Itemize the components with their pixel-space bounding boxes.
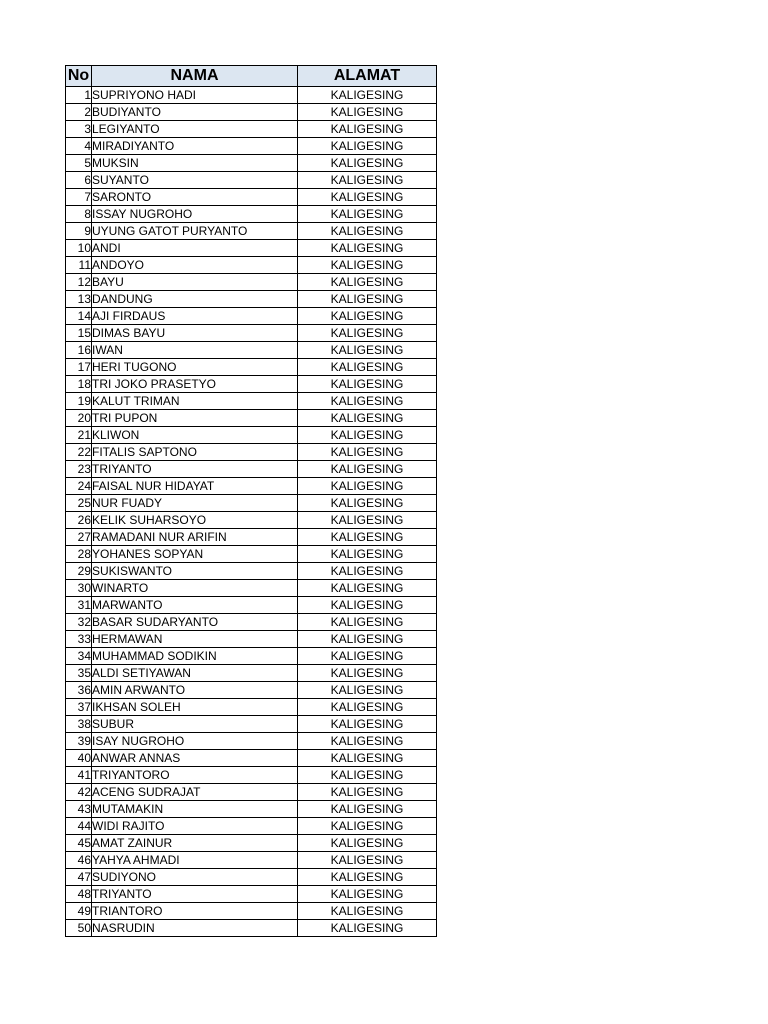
cell-alamat: KALIGESING bbox=[298, 274, 437, 291]
cell-alamat: KALIGESING bbox=[298, 716, 437, 733]
cell-nama: IKHSAN SOLEH bbox=[92, 699, 298, 716]
header-row bbox=[66, 66, 437, 87]
cell-nama: ISSAY NUGROHO bbox=[92, 206, 298, 223]
cell-no: 16 bbox=[66, 342, 92, 359]
cell-alamat: KALIGESING bbox=[298, 801, 437, 818]
cell-alamat: KALIGESING bbox=[298, 750, 437, 767]
table-row bbox=[66, 410, 437, 427]
cell-alamat: KALIGESING bbox=[298, 223, 437, 240]
cell-nama: AMAT ZAINUR bbox=[92, 835, 298, 852]
cell-no: 29 bbox=[66, 563, 92, 580]
cell-nama: ALDI SETIYAWAN bbox=[92, 665, 298, 682]
table-row bbox=[66, 257, 437, 274]
cell-no: 27 bbox=[66, 529, 92, 546]
cell-nama: WIDI RAJITO bbox=[92, 818, 298, 835]
cell-nama: WINARTO bbox=[92, 580, 298, 597]
cell-alamat: KALIGESING bbox=[298, 869, 437, 886]
table-row bbox=[66, 665, 437, 682]
cell-nama: SUPRIYONO HADI bbox=[92, 87, 298, 104]
table-row bbox=[66, 376, 437, 393]
cell-no: 31 bbox=[66, 597, 92, 614]
table-row bbox=[66, 121, 437, 138]
cell-no: 28 bbox=[66, 546, 92, 563]
cell-nama: KALUT TRIMAN bbox=[92, 393, 298, 410]
cell-no: 4 bbox=[66, 138, 92, 155]
cell-alamat: KALIGESING bbox=[298, 257, 437, 274]
cell-nama: ANWAR ANNAS bbox=[92, 750, 298, 767]
cell-no: 26 bbox=[66, 512, 92, 529]
cell-nama: SUYANTO bbox=[92, 172, 298, 189]
cell-alamat: KALIGESING bbox=[298, 291, 437, 308]
cell-nama: AMIN ARWANTO bbox=[92, 682, 298, 699]
table-row bbox=[66, 886, 437, 903]
cell-no: 46 bbox=[66, 852, 92, 869]
cell-nama: TRI PUPON bbox=[92, 410, 298, 427]
cell-alamat: KALIGESING bbox=[298, 172, 437, 189]
table-row bbox=[66, 274, 437, 291]
cell-nama: KELIK SUHARSOYO bbox=[92, 512, 298, 529]
table-row bbox=[66, 359, 437, 376]
cell-alamat: KALIGESING bbox=[298, 665, 437, 682]
cell-no: 6 bbox=[66, 172, 92, 189]
cell-nama: FITALIS SAPTONO bbox=[92, 444, 298, 461]
cell-no: 14 bbox=[66, 308, 92, 325]
cell-nama: SUDIYONO bbox=[92, 869, 298, 886]
cell-alamat: KALIGESING bbox=[298, 308, 437, 325]
cell-alamat: KALIGESING bbox=[298, 563, 437, 580]
cell-no: 21 bbox=[66, 427, 92, 444]
header-alamat: ALAMAT bbox=[298, 66, 437, 87]
cell-alamat: KALIGESING bbox=[298, 155, 437, 172]
cell-no: 1 bbox=[66, 87, 92, 104]
cell-no: 49 bbox=[66, 903, 92, 920]
table-row bbox=[66, 699, 437, 716]
table-row bbox=[66, 172, 437, 189]
cell-no: 30 bbox=[66, 580, 92, 597]
cell-nama: DANDUNG bbox=[92, 291, 298, 308]
cell-nama: ACENG SUDRAJAT bbox=[92, 784, 298, 801]
table-row bbox=[66, 291, 437, 308]
cell-no: 8 bbox=[66, 206, 92, 223]
cell-nama: YAHYA AHMADI bbox=[92, 852, 298, 869]
cell-alamat: KALIGESING bbox=[298, 631, 437, 648]
cell-no: 38 bbox=[66, 716, 92, 733]
cell-no: 11 bbox=[66, 257, 92, 274]
cell-nama: MUKSIN bbox=[92, 155, 298, 172]
cell-no: 3 bbox=[66, 121, 92, 138]
table-row bbox=[66, 308, 437, 325]
cell-no: 39 bbox=[66, 733, 92, 750]
table-row bbox=[66, 325, 437, 342]
cell-alamat: KALIGESING bbox=[298, 648, 437, 665]
cell-no: 45 bbox=[66, 835, 92, 852]
cell-nama: NASRUDIN bbox=[92, 920, 298, 937]
cell-alamat: KALIGESING bbox=[298, 529, 437, 546]
table-row bbox=[66, 767, 437, 784]
cell-nama: LEGIYANTO bbox=[92, 121, 298, 138]
table-row bbox=[66, 750, 437, 767]
cell-no: 18 bbox=[66, 376, 92, 393]
cell-alamat: KALIGESING bbox=[298, 835, 437, 852]
table-row bbox=[66, 614, 437, 631]
table-row bbox=[66, 461, 437, 478]
cell-no: 7 bbox=[66, 189, 92, 206]
cell-no: 32 bbox=[66, 614, 92, 631]
cell-nama: SARONTO bbox=[92, 189, 298, 206]
cell-alamat: KALIGESING bbox=[298, 444, 437, 461]
cell-alamat: KALIGESING bbox=[298, 461, 437, 478]
cell-alamat: KALIGESING bbox=[298, 87, 437, 104]
cell-nama: TRIYANTORO bbox=[92, 767, 298, 784]
table-row bbox=[66, 155, 437, 172]
cell-no: 40 bbox=[66, 750, 92, 767]
cell-nama: ANDI bbox=[92, 240, 298, 257]
cell-alamat: KALIGESING bbox=[298, 342, 437, 359]
cell-alamat: KALIGESING bbox=[298, 478, 437, 495]
header-nama: NAMA bbox=[92, 66, 298, 87]
cell-alamat: KALIGESING bbox=[298, 240, 437, 257]
cell-no: 42 bbox=[66, 784, 92, 801]
cell-alamat: KALIGESING bbox=[298, 104, 437, 121]
cell-no: 25 bbox=[66, 495, 92, 512]
cell-alamat: KALIGESING bbox=[298, 427, 437, 444]
cell-no: 19 bbox=[66, 393, 92, 410]
table-row bbox=[66, 393, 437, 410]
table-row bbox=[66, 648, 437, 665]
cell-alamat: KALIGESING bbox=[298, 852, 437, 869]
table-row bbox=[66, 444, 437, 461]
table-row bbox=[66, 478, 437, 495]
cell-no: 10 bbox=[66, 240, 92, 257]
cell-nama: HERI TUGONO bbox=[92, 359, 298, 376]
cell-nama: MARWANTO bbox=[92, 597, 298, 614]
cell-nama: YOHANES SOPYAN bbox=[92, 546, 298, 563]
cell-alamat: KALIGESING bbox=[298, 818, 437, 835]
table-row bbox=[66, 138, 437, 155]
cell-no: 9 bbox=[66, 223, 92, 240]
cell-alamat: KALIGESING bbox=[298, 767, 437, 784]
table-row bbox=[66, 801, 437, 818]
cell-nama: AJI FIRDAUS bbox=[92, 308, 298, 325]
cell-nama: MUTAMAKIN bbox=[92, 801, 298, 818]
table-row bbox=[66, 104, 437, 121]
cell-nama: DIMAS BAYU bbox=[92, 325, 298, 342]
table-row bbox=[66, 240, 437, 257]
cell-nama: BAYU bbox=[92, 274, 298, 291]
cell-alamat: KALIGESING bbox=[298, 206, 437, 223]
cell-no: 17 bbox=[66, 359, 92, 376]
table-row bbox=[66, 835, 437, 852]
cell-alamat: KALIGESING bbox=[298, 597, 437, 614]
cell-no: 48 bbox=[66, 886, 92, 903]
cell-nama: TRIYANTO bbox=[92, 886, 298, 903]
cell-alamat: KALIGESING bbox=[298, 784, 437, 801]
cell-nama: RAMADANI NUR ARIFIN bbox=[92, 529, 298, 546]
cell-nama: NUR FUADY bbox=[92, 495, 298, 512]
cell-alamat: KALIGESING bbox=[298, 614, 437, 631]
table-row bbox=[66, 563, 437, 580]
cell-alamat: KALIGESING bbox=[298, 546, 437, 563]
table-body bbox=[66, 87, 437, 937]
cell-nama: HERMAWAN bbox=[92, 631, 298, 648]
cell-nama: IWAN bbox=[92, 342, 298, 359]
table-row bbox=[66, 206, 437, 223]
cell-nama: BUDIYANTO bbox=[92, 104, 298, 121]
cell-no: 37 bbox=[66, 699, 92, 716]
cell-alamat: KALIGESING bbox=[298, 886, 437, 903]
table-row bbox=[66, 223, 437, 240]
cell-no: 50 bbox=[66, 920, 92, 937]
cell-nama: FAISAL NUR HIDAYAT bbox=[92, 478, 298, 495]
table-row bbox=[66, 495, 437, 512]
table-row bbox=[66, 818, 437, 835]
cell-alamat: KALIGESING bbox=[298, 376, 437, 393]
cell-alamat: KALIGESING bbox=[298, 699, 437, 716]
cell-alamat: KALIGESING bbox=[298, 733, 437, 750]
table-row bbox=[66, 529, 437, 546]
header-no: No bbox=[66, 66, 92, 87]
cell-nama: ISAY NUGROHO bbox=[92, 733, 298, 750]
cell-alamat: KALIGESING bbox=[298, 359, 437, 376]
table-header bbox=[66, 66, 437, 87]
table-row bbox=[66, 546, 437, 563]
cell-nama: KLIWON bbox=[92, 427, 298, 444]
cell-no: 20 bbox=[66, 410, 92, 427]
roster-table bbox=[65, 65, 437, 937]
cell-alamat: KALIGESING bbox=[298, 121, 437, 138]
cell-nama: ANDOYO bbox=[92, 257, 298, 274]
cell-nama: UYUNG GATOT PURYANTO bbox=[92, 223, 298, 240]
cell-no: 44 bbox=[66, 818, 92, 835]
cell-alamat: KALIGESING bbox=[298, 903, 437, 920]
cell-nama: TRIANTORO bbox=[92, 903, 298, 920]
cell-no: 22 bbox=[66, 444, 92, 461]
cell-nama: MUHAMMAD SODIKIN bbox=[92, 648, 298, 665]
table-row bbox=[66, 512, 437, 529]
cell-no: 2 bbox=[66, 104, 92, 121]
cell-nama: TRIYANTO bbox=[92, 461, 298, 478]
cell-no: 12 bbox=[66, 274, 92, 291]
cell-alamat: KALIGESING bbox=[298, 325, 437, 342]
cell-no: 5 bbox=[66, 155, 92, 172]
cell-alamat: KALIGESING bbox=[298, 495, 437, 512]
table-row bbox=[66, 87, 437, 104]
table-row bbox=[66, 784, 437, 801]
table-row bbox=[66, 869, 437, 886]
cell-no: 47 bbox=[66, 869, 92, 886]
cell-no: 35 bbox=[66, 665, 92, 682]
table-row bbox=[66, 852, 437, 869]
cell-nama: SUKISWANTO bbox=[92, 563, 298, 580]
cell-alamat: KALIGESING bbox=[298, 189, 437, 206]
cell-no: 41 bbox=[66, 767, 92, 784]
cell-nama: MIRADIYANTO bbox=[92, 138, 298, 155]
cell-alamat: KALIGESING bbox=[298, 580, 437, 597]
table-row bbox=[66, 189, 437, 206]
table-row bbox=[66, 342, 437, 359]
cell-no: 15 bbox=[66, 325, 92, 342]
cell-no: 33 bbox=[66, 631, 92, 648]
cell-no: 36 bbox=[66, 682, 92, 699]
cell-no: 34 bbox=[66, 648, 92, 665]
cell-nama: BASAR SUDARYANTO bbox=[92, 614, 298, 631]
table-row bbox=[66, 733, 437, 750]
table-row bbox=[66, 903, 437, 920]
table-row bbox=[66, 631, 437, 648]
cell-no: 13 bbox=[66, 291, 92, 308]
table-row bbox=[66, 580, 437, 597]
cell-alamat: KALIGESING bbox=[298, 682, 437, 699]
table-row bbox=[66, 682, 437, 699]
cell-alamat: KALIGESING bbox=[298, 920, 437, 937]
table-row bbox=[66, 427, 437, 444]
cell-no: 24 bbox=[66, 478, 92, 495]
cell-nama: SUBUR bbox=[92, 716, 298, 733]
cell-no: 23 bbox=[66, 461, 92, 478]
cell-alamat: KALIGESING bbox=[298, 138, 437, 155]
cell-no: 43 bbox=[66, 801, 92, 818]
cell-alamat: KALIGESING bbox=[298, 410, 437, 427]
cell-alamat: KALIGESING bbox=[298, 512, 437, 529]
table-row bbox=[66, 597, 437, 614]
cell-alamat: KALIGESING bbox=[298, 393, 437, 410]
cell-nama: TRI JOKO PRASETYO bbox=[92, 376, 298, 393]
table-row bbox=[66, 920, 437, 937]
table-row bbox=[66, 716, 437, 733]
